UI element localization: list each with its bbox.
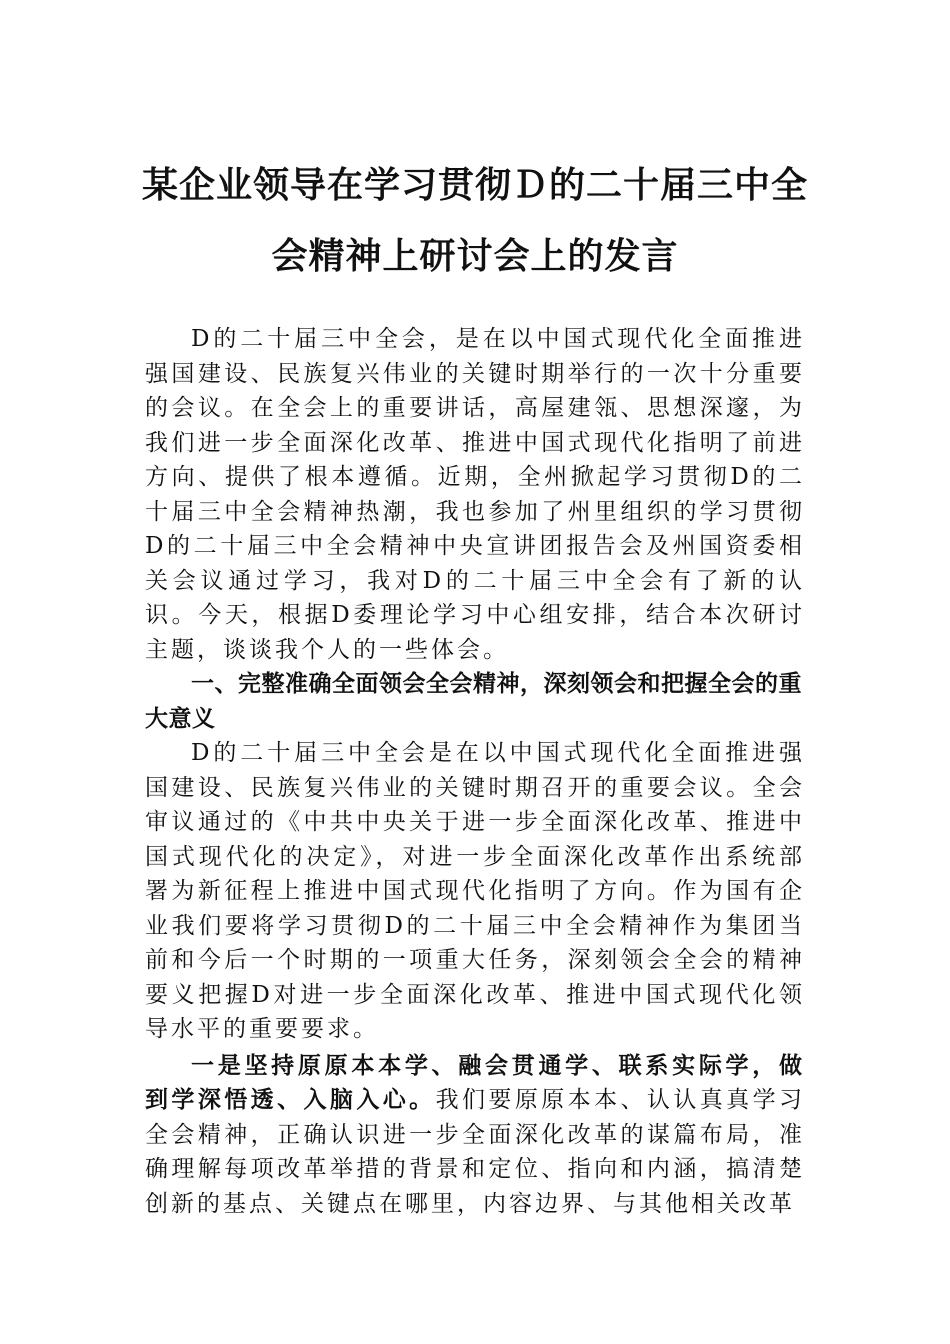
paragraph-section-1: D的二十届三中全会是在以中国式现代化全面推进强国建设、民族复兴伟业的关键时期召开的重要会议。全会审议通过的《中共中央关于进一步全面深化改革、推进中国式现代化的决定》，对进一步全面深化改革作出系统部署为新征程上推进中国式现代化指明了方向。作为国有企业我们要将学习贯彻D的二十届三中全会精神作为集团当前和今后一个时期的一项重大任务，深刻领会全会的精神要义把握D对进一步全面深化改革、推进中国式现代化领导水平的重要要求。 [145, 740, 805, 1042]
paragraph-point-1-text: 我们要原原本本、认认真真学习全会精神，正确认识进一步全面深化改革的谋篇布局，准确理解每项改革举措的背景和定位、指向和内涵，搞清楚创新的基点、关键点在哪里，内容边界、与其他相关改革 [145, 1087, 806, 1217]
document-title-line-2: 会精神上研讨会上的发言 [271, 235, 679, 277]
document-body [145, 322, 805, 1221]
section-heading-1: 一、完整准确全面领会全会精神，深刻领会和把握全会的重大意义 [145, 671, 802, 732]
document-title-line-1: 某企业领导在学习贯彻Ｄ的二十届三中全 [141, 164, 808, 206]
paragraph-point-1 [145, 1049, 805, 1222]
paragraph-point-1-lead: 一是坚持原原本本学、融会贯通学、联系实际学，做到学深悟透、入脑入心。 [145, 1051, 805, 1113]
paragraph-intro: D的二十届三中全会，是在以中国式现代化全面推进强国建设、民族复兴伟业的关键时期举行的一次十分重要的会议。在全会上的重要讲话，高屋建瓴、思想深邃，为我们进一步全面深化改革、推进中国式现代化指明了前进方向、提供了根本遵循。近期，全州掀起学习贯彻D的二十届三中全会精神热潮，我也参加了州里组织的学习贯彻D的二十届三中全会精神中央宣讲团报告会及州国资委相关会议通过学习，我对D的二十届三中全会有了新的认识。今天，根据D委理论学习中心组安排，结合本次研讨主题，谈谈我个人的一些体会。 [145, 326, 805, 663]
